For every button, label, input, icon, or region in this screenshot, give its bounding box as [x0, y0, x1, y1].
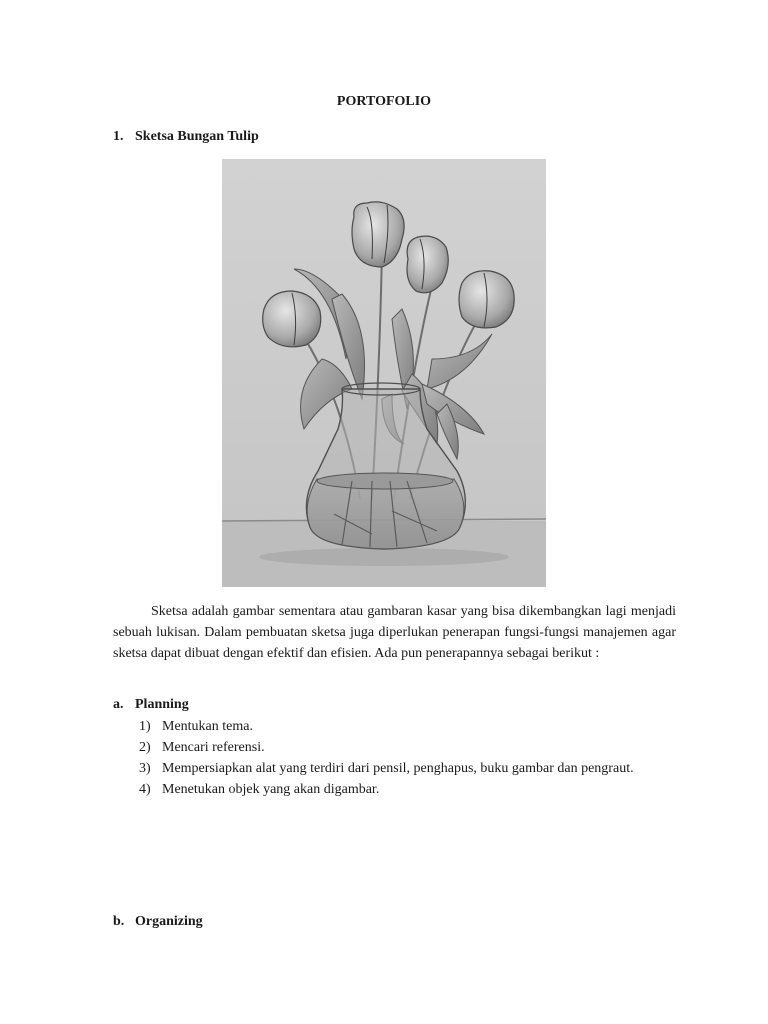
list-item-text: Menetukan objek yang akan digambar.: [162, 782, 380, 797]
section-a-title: Planning: [135, 697, 189, 712]
list-item: [139, 779, 634, 800]
planning-list: [139, 716, 634, 800]
section-1-heading: [113, 129, 259, 145]
body-paragraph: Sketsa adalah gambar sementara atau gambaran kasar yang bisa dikembangkan lagi menjadi sebuah lukisan. Dalam pembuatan sketsa juga diperlukan penerapan fungsi-fungsi manajemen agar sketsa dapat dibuat dengan efektif dan efisien. Ada pun penerapannya sebagai berikut :: [113, 604, 676, 661]
list-item-text: Mencari referensi.: [162, 740, 265, 755]
list-item: [139, 716, 634, 737]
document-title: PORTOFOLIO: [336, 94, 432, 109]
list-item-number: 3): [139, 761, 151, 776]
list-item: [139, 758, 634, 779]
section-b-letter: b.: [113, 914, 125, 929]
list-item-text: Mentukan tema.: [162, 719, 253, 734]
section-1-title: Sketsa Bungan Tulip: [135, 129, 259, 144]
tulip-sketch-image: [222, 159, 546, 587]
list-item-text: Mempersiapkan alat yang terdiri dari pensil, penghapus, buku gambar dan pengraut.: [162, 761, 634, 776]
section-b-heading: [113, 914, 203, 930]
section-1-number: 1.: [113, 129, 124, 144]
section-a-letter: a.: [113, 697, 124, 712]
list-item-number: 1): [139, 719, 151, 734]
list-item-number: 2): [139, 740, 151, 755]
list-item: [139, 737, 634, 758]
section-a-heading: [113, 697, 189, 713]
list-item-number: 4): [139, 782, 151, 797]
section-b-title: Organizing: [135, 914, 203, 929]
